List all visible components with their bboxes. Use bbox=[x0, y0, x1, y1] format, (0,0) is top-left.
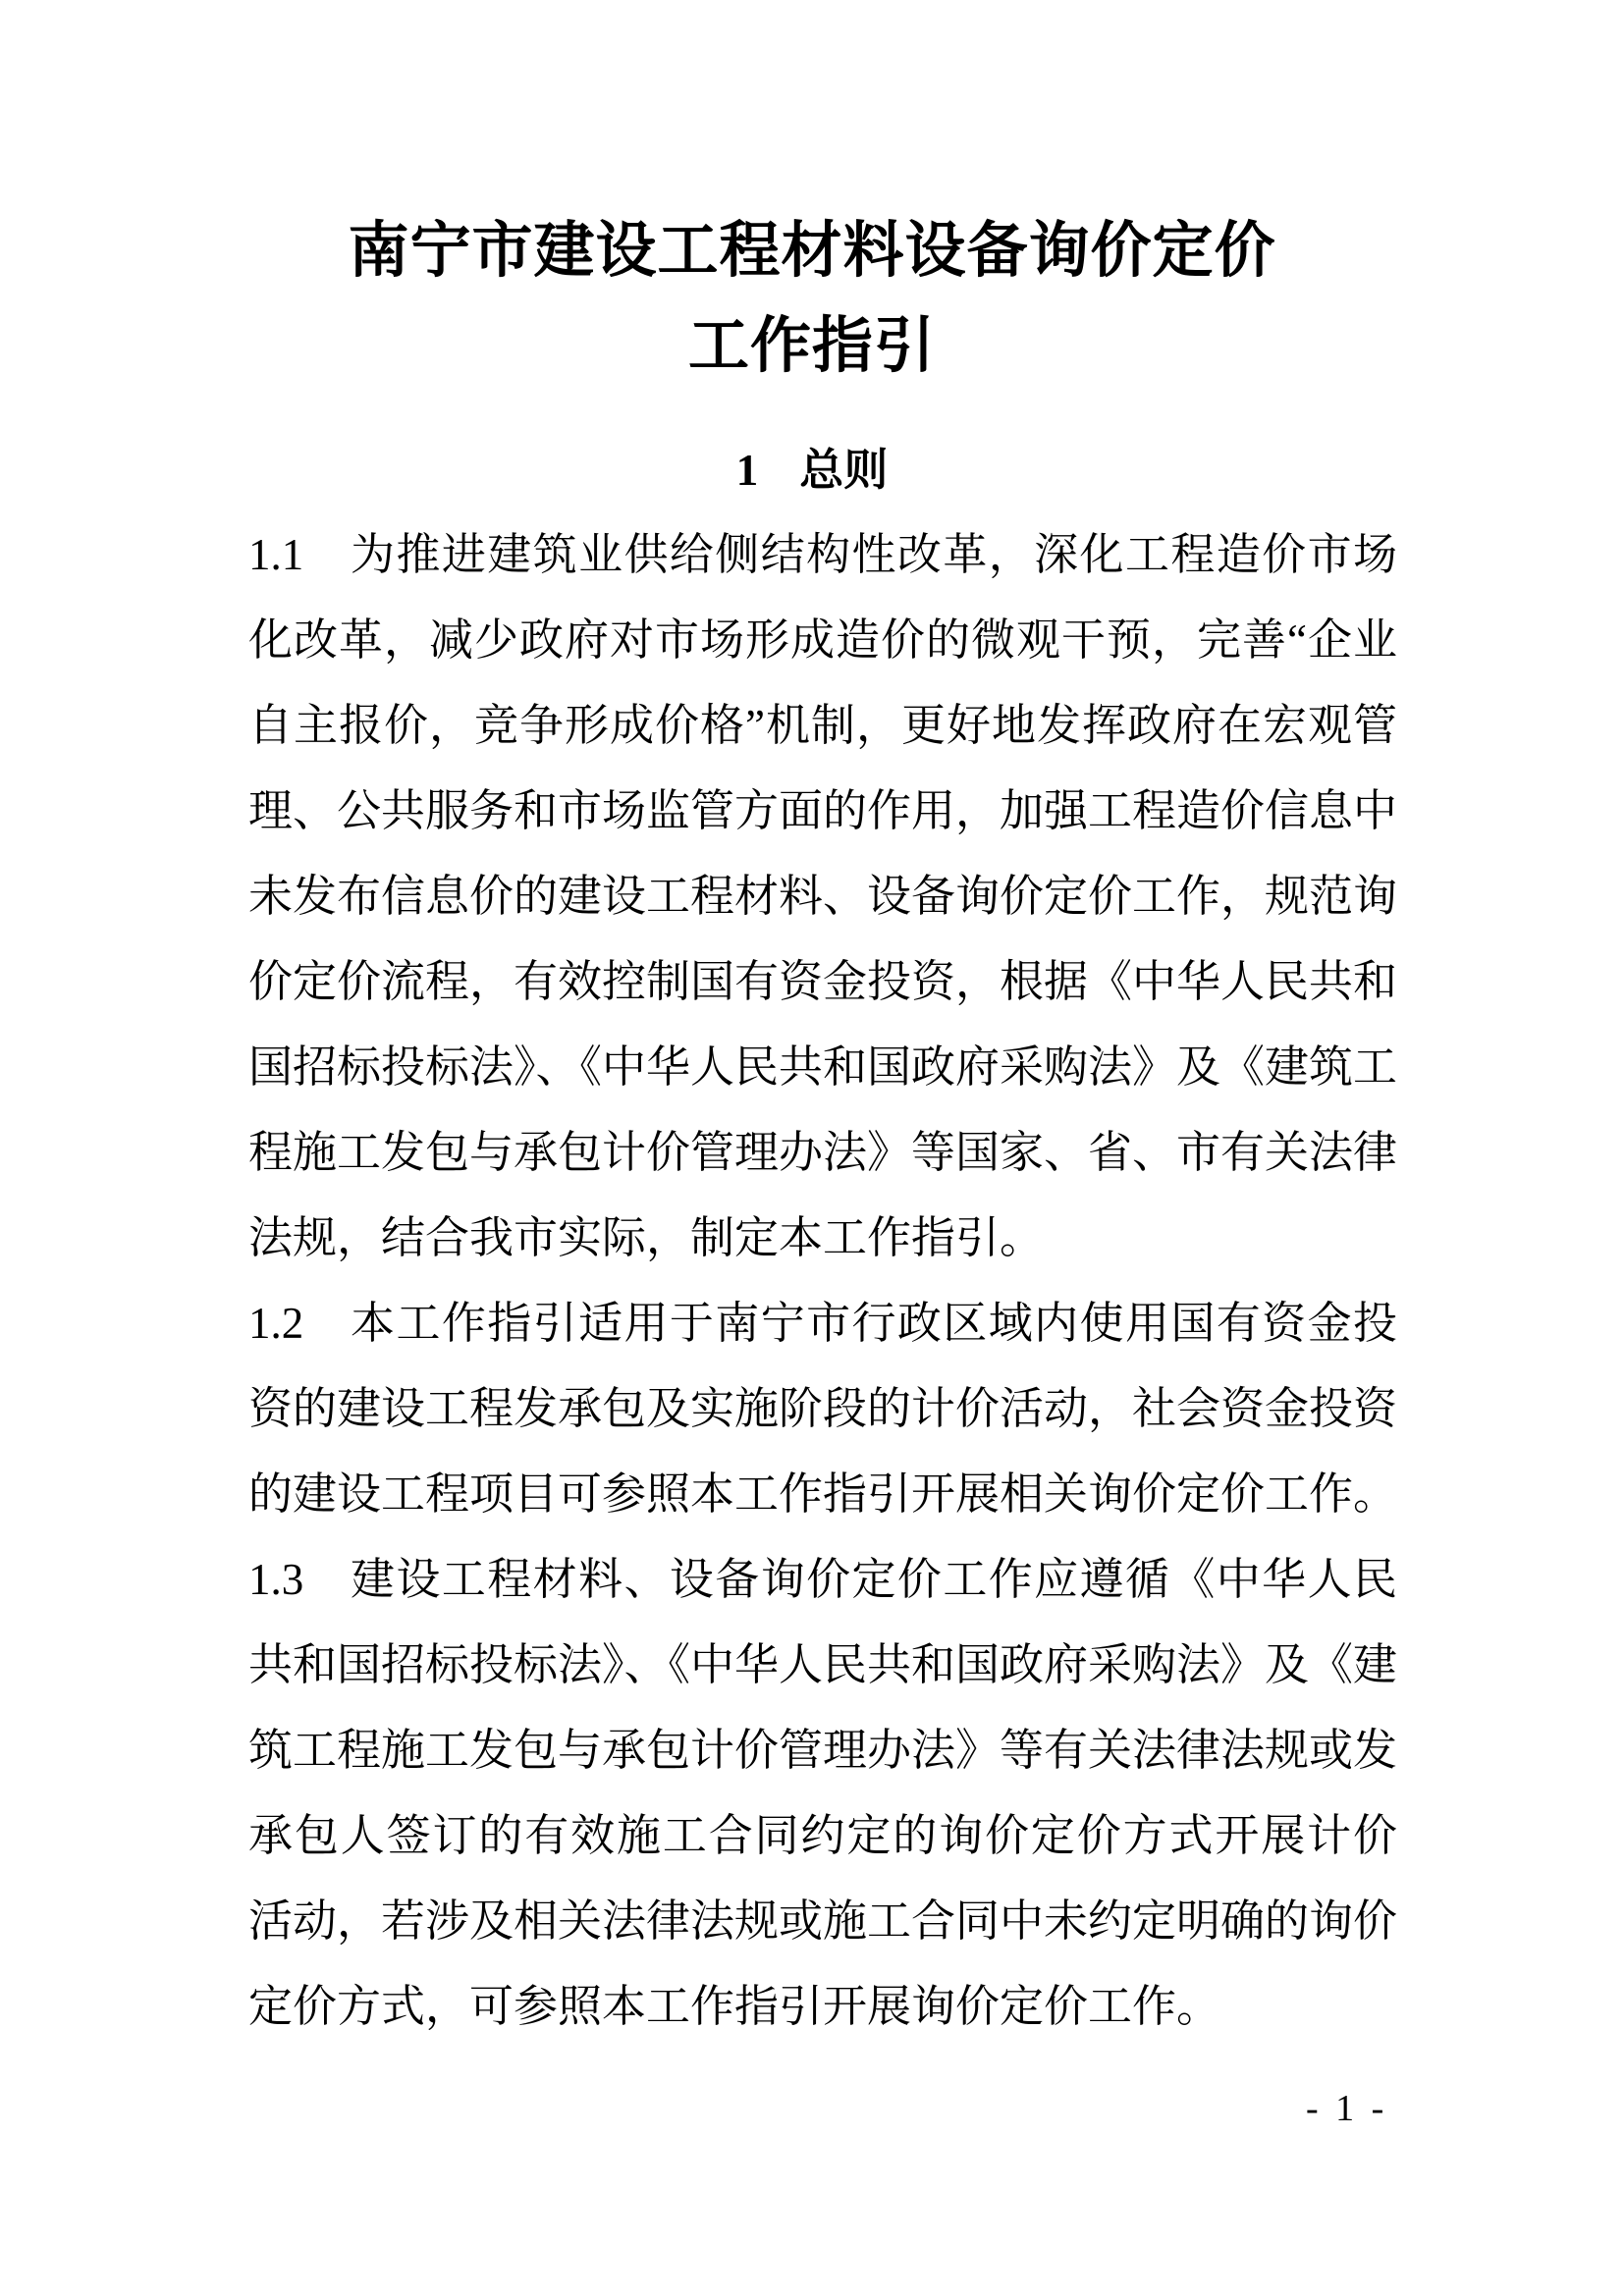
clause-1-2 bbox=[248, 1281, 1397, 1537]
document-title bbox=[0, 204, 1624, 395]
paragraph-line: 未发布信息价的建设工程材料、设备询价定价工作，规范询 bbox=[248, 872, 1398, 921]
paragraph-line: 共和国招标投标法》、《中华人民共和国政府采购法》及《建 bbox=[248, 1640, 1398, 1689]
paragraph-line: 筑工程施工发包与承包计价管理办法》等有关法律法规或发 bbox=[248, 1726, 1398, 1775]
section-heading bbox=[0, 442, 1624, 499]
paragraph-line: 价定价流程，有效控制国有资金投资，根据《中华人民共和 bbox=[248, 957, 1398, 1006]
paragraph-line: 自主报价，竞争形成价格”机制，更好地发挥政府在宏观管 bbox=[248, 701, 1397, 750]
document-body bbox=[248, 512, 1397, 2050]
paragraph-line: 程施工发包与承包计价管理办法》等国家、省、市有关法律 bbox=[248, 1128, 1398, 1177]
paragraph-line: 国招标投标法》、《中华人民共和国政府采购法》及《建筑工 bbox=[248, 1042, 1398, 1092]
paragraph-line: 1.2 本工作指引适用于南宁市行政区域内使用国有资金投 bbox=[248, 1299, 1397, 1348]
document-title-line1: 南宁市建设工程材料设备询价定价 bbox=[348, 218, 1276, 285]
paragraph-line: 化改革，减少政府对市场形成造价的微观干预，完善“企业 bbox=[248, 615, 1397, 665]
page-number: - 1 - bbox=[1306, 2088, 1388, 2129]
paragraph-line: 1.1 为推进建筑业供给侧结构性改革，深化工程造价市场 bbox=[248, 530, 1397, 579]
paragraph-line: 资的建设工程发承包及实施阶段的计价活动，社会资金投资 bbox=[248, 1384, 1398, 1433]
paragraph-line: 法规，结合我市实际，制定本工作指引。 bbox=[248, 1213, 1045, 1262]
paragraph-line: 活动，若涉及相关法律法规或施工合同中未约定明确的询价 bbox=[248, 1896, 1398, 1946]
paragraph-line: 定价方式，可参照本工作指引开展询价定价工作。 bbox=[248, 1982, 1221, 2031]
document-title-line2: 工作指引 bbox=[687, 313, 936, 380]
clause-1-3 bbox=[248, 1537, 1397, 2050]
paragraph-line: 承包人签订的有效施工合同约定的询价定价方式开展计价 bbox=[248, 1811, 1397, 1860]
paragraph-line: 的建设工程项目可参照本工作指引开展相关询价定价工作。 bbox=[248, 1469, 1398, 1519]
paragraph-line: 1.3 建设工程材料、设备询价定价工作应遵循《中华人民 bbox=[248, 1555, 1397, 1604]
section-label: 总则 bbox=[799, 446, 889, 495]
section-number: 1 bbox=[735, 446, 759, 495]
clause-1-1 bbox=[248, 512, 1397, 1281]
paragraph-line: 理、公共服务和市场监管方面的作用，加强工程造价信息中 bbox=[248, 786, 1398, 835]
